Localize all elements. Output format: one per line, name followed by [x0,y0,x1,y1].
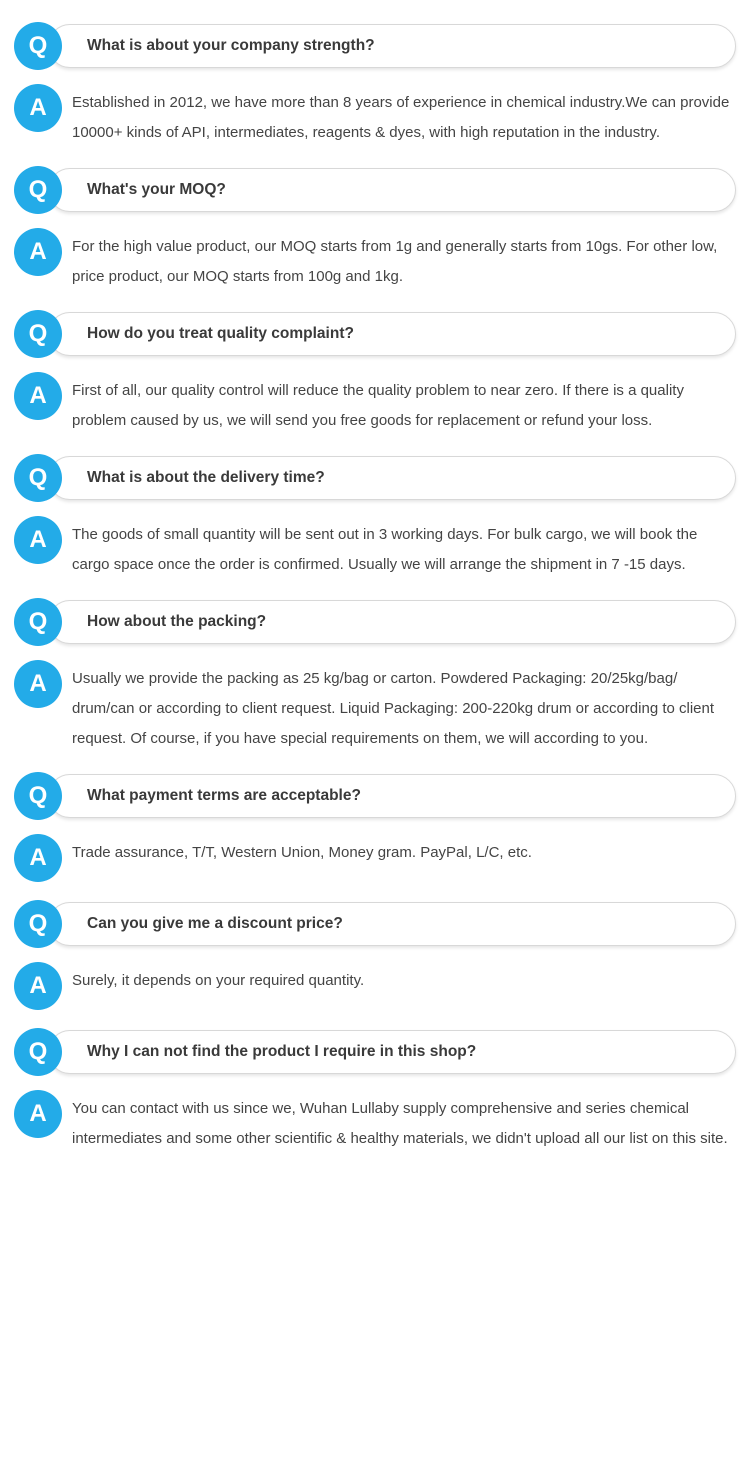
question-badge: Q [14,454,62,502]
question-text: What's your MOQ? [87,180,226,198]
question-text: How do you treat quality complaint? [87,324,354,342]
answer-badge: A [14,228,62,276]
question-badge: Q [14,310,62,358]
answer-badge: A [14,84,62,132]
question-badge: Q [14,166,62,214]
faq-question-row[interactable] [14,900,736,948]
faq-answer-row [14,510,736,580]
faq-answer-row [14,78,736,148]
faq-item [14,900,736,1010]
question-pill[interactable] [48,24,736,68]
question-pill[interactable] [48,600,736,644]
faq-answer-row [14,222,736,292]
faq-question-row[interactable] [14,454,736,502]
faq-question-row[interactable] [14,772,736,820]
faq-question-row[interactable] [14,22,736,70]
answer-text: Usually we provide the packing as 25 kg/bag or carton. Powdered Packaging: 20/25kg/bag/ drum/can or according to client request. Liquid Packaging: 200-220kg drum or according to client request. Of course, if you have special requirements on them, we will according to you. [72,670,715,747]
answer-text: The goods of small quantity will be sent out in 3 working days. For bulk cargo, we will book the cargo space once the order is confirmed. Usually we will arrange the shipment in 7 -15 days. [72,526,698,573]
faq-answer-row [14,654,736,754]
question-pill[interactable] [48,774,736,818]
faq-question-row[interactable] [14,1028,736,1076]
question-badge: Q [14,900,62,948]
answer-text: Surely, it depends on your required quantity. [72,972,365,989]
answer-badge: A [14,962,62,1010]
answer-text: Trade assurance, T/T, Western Union, Money gram. PayPal, L/C, etc. [72,844,532,861]
faq-item [14,310,736,436]
question-pill[interactable] [48,312,736,356]
answer-text: For the high value product, our MOQ starts from 1g and generally starts from 10gs. For other low, price product, our MOQ starts from 100g and 1kg. [72,238,718,285]
faq-answer-row [14,956,736,1010]
question-pill[interactable] [48,168,736,212]
answer-badge: A [14,660,62,708]
question-text: What payment terms are acceptable? [87,786,361,804]
question-text: How about the packing? [87,612,267,630]
answer-text: First of all, our quality control will reduce the quality problem to near zero. If there is a quality problem caused by us, we will send you free goods for replacement or refund your loss. [72,382,684,429]
answer-badge: A [14,372,62,420]
faq-item [14,166,736,292]
faq-answer-row [14,366,736,436]
question-text: What is about your company strength? [87,36,375,54]
faq-item [14,22,736,148]
question-badge: Q [14,772,62,820]
faq-question-row[interactable] [14,166,736,214]
question-text: What is about the delivery time? [87,468,325,486]
faq-question-row[interactable] [14,310,736,358]
question-pill[interactable] [48,902,736,946]
question-badge: Q [14,22,62,70]
answer-text: You can contact with us since we, Wuhan Lullaby supply comprehensive and series chemical intermediates and some other scientific & healthy materials, we didn't upload all our list on this site. [72,1100,728,1147]
question-badge: Q [14,1028,62,1076]
question-pill[interactable] [48,456,736,500]
faq-item [14,454,736,580]
answer-badge: A [14,834,62,882]
answer-text: Established in 2012, we have more than 8 years of experience in chemical industry.We can provide 10000+ kinds of API, intermediates, reagents & dyes, with high reputation in the industry. [72,94,730,141]
faq-item [14,598,736,754]
answer-badge: A [14,516,62,564]
answer-badge: A [14,1090,62,1138]
question-badge: Q [14,598,62,646]
faq-item [14,1028,736,1154]
faq-answer-row [14,1084,736,1154]
faq-question-row[interactable] [14,598,736,646]
question-text: Can you give me a discount price? [87,914,343,932]
question-pill[interactable] [48,1030,736,1074]
question-text: Why I can not find the product I require in this shop? [87,1042,477,1060]
faq-answer-row [14,828,736,882]
faq-item [14,772,736,882]
